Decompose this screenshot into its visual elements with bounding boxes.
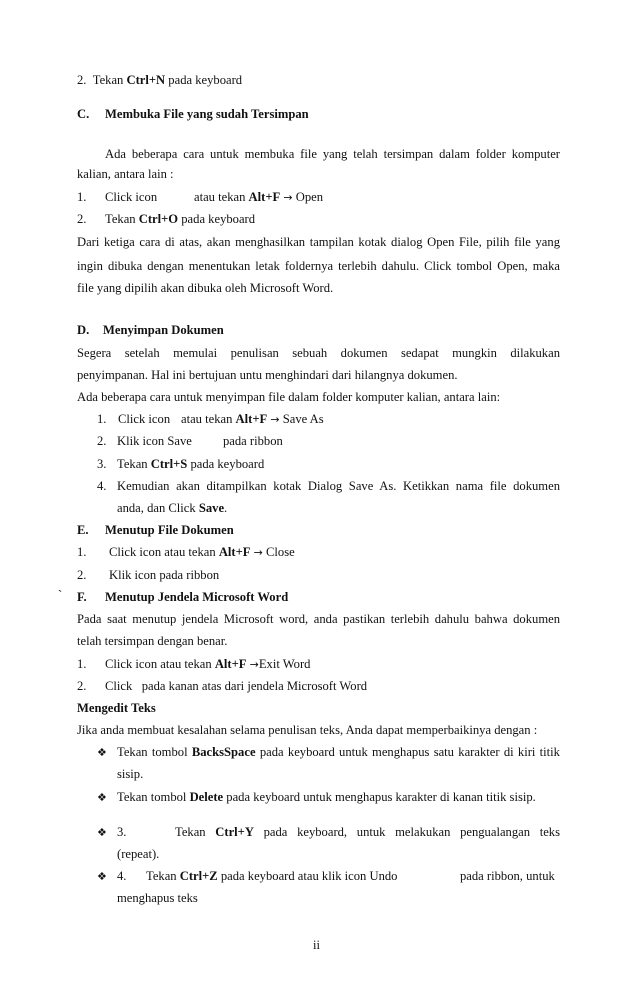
page-number: ii xyxy=(313,938,320,952)
arrow-right-icon: → xyxy=(283,191,293,204)
bullet-item: ❖ 3. xyxy=(97,825,127,839)
list-item: 1. Click icon atau tekan Alt+F → Close xyxy=(77,545,295,559)
bullet-item: ❖ 4. xyxy=(97,869,127,883)
paragraph-line: Ada beberapa cara untuk menyimpan file dalam folder komputer kalian, antara lain: xyxy=(77,390,501,404)
diamond-bullet-icon: ❖ xyxy=(97,746,107,759)
paragraph-line: kalian, antara lain : xyxy=(77,167,174,181)
list-item: 1. Click icon atau tekan Alt+F →Exit Word xyxy=(77,657,311,671)
bullet-item-text: pada ribbon, untuk xyxy=(460,869,555,883)
section-heading-mengedit: Mengedit Teks xyxy=(77,701,156,715)
bullet-item-text: Tekan Ctrl+Y pada keyboard, untuk melakukan pengualangan teks xyxy=(175,825,560,839)
bullet-item-text: Tekan Ctrl+Z pada keyboard atau klik icon Undo xyxy=(146,869,398,883)
diamond-bullet-icon: ❖ xyxy=(97,791,107,804)
list-item: 1. Click icon atau tekan Alt+F → Save As xyxy=(97,412,324,426)
paragraph-line: Segera setelah memulai penulisan sebuah dokumen sedapat mungkin dilakukan xyxy=(77,346,560,360)
paragraph-line: telah tersimpan dengan benar. xyxy=(77,634,228,648)
bullet-item: ❖ Tekan tombol Delete pada keyboard untuk menghapus karakter di kanan titik sisip. xyxy=(97,790,536,804)
arrow-right-icon: → xyxy=(270,413,280,426)
bullet-item-text: Tekan tombol BacksSpace pada keyboard untuk menghapus satu karakter di kiri titik xyxy=(117,745,560,759)
list-item: 3. Tekan Ctrl+S pada keyboard xyxy=(97,457,265,471)
section-heading-d: D. Menyimpan Dokumen xyxy=(77,323,224,337)
arrow-right-icon: → xyxy=(249,658,259,671)
section-heading-c: C. Membuka File yang sudah Tersimpan xyxy=(77,107,309,121)
bullet-item-text: sisip. xyxy=(117,767,144,781)
list-item: 2. Klik icon Save pada ribbon xyxy=(97,434,283,448)
diamond-bullet-icon: ❖ xyxy=(97,826,107,839)
list-item: 2. Click pada kanan atas dari jendela Microsoft Word xyxy=(77,679,368,693)
bullet-item-text: menghapus teks xyxy=(117,891,198,905)
bullet-item-text: (repeat). xyxy=(117,847,160,861)
list-item: 2. Klik icon pada ribbon xyxy=(77,568,220,582)
paragraph-line: Jika anda membuat kesalahan selama penulisan teks, Anda dapat memperbaikinya dengan : xyxy=(77,723,538,737)
stray-mark: ` xyxy=(58,588,63,602)
paragraph-line: ingin dibuka dengan menentukan letak foldernya terlebih dahulu. Click tombol Open, maka xyxy=(77,259,560,273)
paragraph-line: Pada saat menutup jendela Microsoft word, anda pastikan terlebih dahulu bahwa dokumen xyxy=(77,612,560,626)
bullet-item xyxy=(97,744,107,761)
list-item: 2. Tekan Ctrl+O pada keyboard xyxy=(77,212,256,226)
list-item-text: Kemudian akan ditampilkan kotak Dialog Save As. Ketikkan nama file dokumen xyxy=(117,479,560,493)
paragraph-line: penyimpanan. Hal ini bertujuan untu menghindari dari hilangnya dokumen. xyxy=(77,368,458,382)
list-item: 1. Click icon atau tekan Alt+F → Open xyxy=(77,190,324,204)
paragraph-line: Ada beberapa cara untuk membuka file yang telah tersimpan dalam folder komputer xyxy=(105,147,560,161)
list-item: 4. xyxy=(97,479,107,493)
paragraph-line: Dari ketiga cara di atas, akan menghasilkan tampilan kotak dialog Open File, pilih file yang xyxy=(77,235,560,249)
diamond-bullet-icon: ❖ xyxy=(97,870,107,883)
section-heading-e: E. Menutup File Dokumen xyxy=(77,523,234,537)
list-item-text: anda, dan Click Save. xyxy=(117,501,228,515)
list-item: 2. Tekan Ctrl+N pada keyboard xyxy=(77,73,243,87)
paragraph-line: file yang dipilih akan dibuka oleh Microsoft Word. xyxy=(77,281,334,295)
arrow-right-icon: → xyxy=(253,546,263,559)
section-heading-f: F. Menutup Jendela Microsoft Word xyxy=(77,590,289,604)
